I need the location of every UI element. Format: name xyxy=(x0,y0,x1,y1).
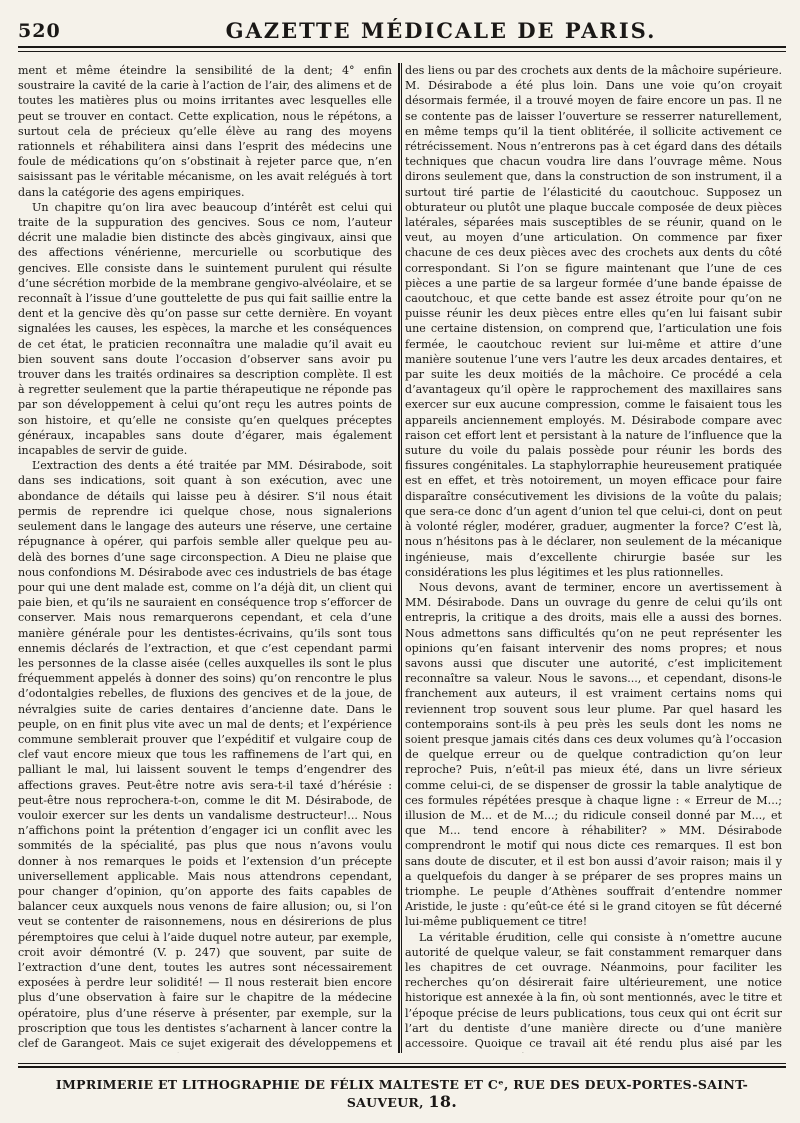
paragraph: L’extraction des dents a été traitée par MM. Désirabode, soit dans ses indications, soit quant à son exécution, avec une abondance de détails qui laisse peu à désirer. S’il nous était permis de reprendre ici quelque chose, nous signalerions seulement dans le langage des auteurs une réserve, une certaine répugnance à opérer, qui parfois semble aller quelque peu au-delà des bornes d’une sage circonspection. A Dieu ne plaise que nous confondions M. Désirabode avec ces industriels de bas étage pour qui une dent malade est, comme on l’a déjà dit, un client qui paie bien, et qu’ils ne sauraient en conséquence trop s’efforcer de conserver. Mais nous remarquerons cependant, et cela d’une manière générale pour les dentistes-écrivains, qu’ils sont tous ennemis déclarés de l’extraction, et que c’est cependant parmi les personnes de la classe aisée (celles auxquelles ils sont le plus fréquemment appelés à donner des soins) qu’on rencontre le plus d’odontalgies rebelles, de fluxions des gencives et de la joue, de névralgies suite de caries dentaires d’ancienne date. Dans le peuple, on en finit plus vite avec un mal de dents; et l’expérience commune semblerait prouver que l’expéditif et vulgaire coup de clef vaut encore mieux que tous les raffinemens de l’art qui, en palliant le mal, lui laissent souvent le temps d’engendrer des affections graves. Peut-être notre avis sera-t-il taxé d’hérésie : peut-être nous reprochera-t-on, comme le dit M. Désirabode, de vouloir exercer sur les dents un vandalisme destructeur!... Nous n’affichons point la prétention d’engager ici un conflit avec les sommités de la spécialité, pas plus que nous n’avons voulu donner à nos remarques le poids et l’extension d’un précepte universellement applicable. Mais nous attendrons cependant, pour changer d’opinion, qu’on apporte des faits capables de balancer ceux auxquels nous venons de faire allusion; ou, si l’on veut se contenter de raisonnemens, nous en désirerions de plus péremptoires que celui à l’aide duquel notre auteur, par exemple, croit avoir démontré (V. p. 247) que souvent, par suite de l’extraction d’une dent, toutes les autres sont nécessairement exposées à perdre leur solidité! — Il nous resterait bien encore plus d’une observation à faire sur le chapitre de la médecine opératoire, plus d’une réserve à présenter, par exemple, sur la proscription que tous les dentistes s’acharnent à lancer contre la clef de Garangeot. Mais ce sujet exigerait des développemens et xyxy=(18,459,392,1050)
footer-rule xyxy=(18,1066,786,1068)
paragraph: Un chapitre qu’on lira avec beaucoup d’intérêt est celui qui traite de la suppuration des gencives. Sous ce nom, l’auteur décrit une maladie bien distincte des abcès gingivaux, ainsi que des affections vénérienne, mercurielle ou scorbutique des gencives. Elle consiste dans le suintement purulent qui résulte d’une sécrétion morbide de la membrane gengivo-alvéolaire, et se reconnaît à l’issue d’une gouttelette de pus qui fait saillie entre la dent et la gencive dès qu’on passe sur cette dernière. En voyant signalées les causes, les espèces, la marche et les conséquences de cet état, le praticien reconnaîtra une maladie qu’il avait eu bien souvent sans doute l’occasion d’observer sans avoir pu trouver dans les traités ordinaires sa description complète. Il est à regretter seulement que la partie thérapeutique ne réponde pas par son développement à celui qu’ont reçu les autres points de son histoire, et qu’elle ne consiste qu’en quelques préceptes généraux, incapables sans doute d’égarer, mais également incapables de servir de guide. xyxy=(18,200,392,458)
column-divider-thin xyxy=(401,63,402,1053)
imprint-number: 18. xyxy=(428,1092,458,1111)
paragraph: ment et même éteindre la sensibilité de la dent; 4° enfin soustraire la cavité de la carie à l’action de l’air, des alimens et de toutes les matières plus ou moins irritantes avec lesquelles elle peut se trouver en contact. Cette explication, nous le répétons, a surtout cela de précieux qu’elle élève au rang des moyens rationnels et réhabilitera ainsi dans l’esprit des médecins une foule de médications qu’on s’obstinait à rejeter parce que, n’en saisissant pas le véritable mécanisme, on les avait relégués à tort dans la catégorie des agens empiriques. xyxy=(18,64,392,199)
paragraph: La véritable érudition, celle qui consiste à n’omettre aucune autorité de quelque valeur, se fait constamment remarquer dans les chapitres de cet ouvrage. Néanmoins, pour faciliter les recherches qu’on désirerait faire ultérieurement, une notice historique est annexée à la fin, où sont mentionnés, avec le titre et l’époque précise de leurs publications, tous ceux qui ont écrit sur l’art du dentiste d’une manière directe ou d’une manière accessoire. Quoique ce travail ait été rendu plus aisé par les xyxy=(405,930,782,1050)
running-head-title: GAZETTE MÉDICALE DE PARIS. xyxy=(225,18,657,43)
footer-rule-thin xyxy=(18,1063,786,1064)
header-rule-thin xyxy=(18,51,786,52)
page-number: 520 xyxy=(18,20,61,42)
paragraph: Nous devons, avant de terminer, encore un avertissement à MM. Désirabode. Dans un ouvrage du genre de celui qu’ils ont entrepris, la critique a des droits, mais elle a aussi des bornes. Nous admettons sans difficultés qu’on ne peut représenter les opinions qu’en faisant intervenir des noms propres; et nous savons aussi que discuter une autorité, c’est implicitement reconnaître sa valeur. Nous le savons..., et cependant, disons-le franchement aux auteurs, il est vraiment certains noms qui reviennent trop souvent sous leur plume. Par quel hasard les contemporains sont-ils à peu près les seuls dont les noms ne soient presque jamais cités dans ces deux volumes qu’à l’occasion de quelque erreur ou de quelque contradiction qu’on leur reproche? Puis, n’eût-il pas mieux été, dans un livre sérieux comme celui-ci, de se dispenser de grossir la table analytique de ces formules répétées presque à chaque ligne : « Erreur de M...; illusion de M... et de M...; du ridicule conseil donné par M..., et que M... tend encore à réhabiliter? » MM. Désirabode comprendront le motif qui nous dicte ces remarques. Il est bon sans doute de discuter, et il est bon aussi d’avoir raison; mais il y a quelquefois du danger à se préparer de ses propres mains un triomphe. Le peuple d’Athènes souffrait d’entendre nommer Aristide, le juste : qu’eût-ce été si le grand citoyen se fût décerné lui-même publiquement ce titre! xyxy=(405,580,782,929)
right-column xyxy=(405,63,782,1053)
imprint-text: IMPRIMERIE ET LITHOGRAPHIE DE FÉLIX MALTESTE ET Cᵉ, RUE DES DEUX-PORTES-SAINT-SAUVEUR, xyxy=(55,1077,749,1110)
header-rule xyxy=(18,46,786,48)
paragraph: des liens ou par des crochets aux dents de la mâchoire supérieure. M. Désirabode a été plus loin. Dans une voie qu’on croyait désormais fermée, il a trouvé moyen de faire encore un pas. Il ne se contente pas de laisser l’ouverture se resserrer naturellement, en même temps qu’il la tient oblitérée, il sollicite activement ce rétrécissement. Nous n’entrerons pas à cet égard dans des détails techniques que chacun voudra lire dans l’ouvrage même. Nous dirons seulement que, dans la construction de son instrument, il a surtout tiré partie de l’élasticité du caoutchouc. Supposez un obturateur ou plutôt une plaque buccale composée de deux pièces latérales, séparées mais susceptibles de se réunir, quand on le veut, au moyen d’une articulation. On commence par fixer chacune de ces deux pièces avec des crochets aux dents du côté correspondant. Si l’on se figure maintenant que l’une de ces pièces a une partie de sa largeur formée d’une bande épaisse de caoutchouc, et que cette bande est assez étroite pour qu’on ne puisse réunir les deux pièces entre elles qu’en lui faisant subir une certaine distension, on comprend que, l’articulation une fois fermée, le caoutchouc revient sur lui-même et attire d’une manière soutenue l’une vers l’autre les deux arcades dentaires, et par suite les deux moitiés de la mâchoire. Ce procédé a cela d’avantageux qu’il opère le rapprochement des maxillaires sans exercer sur eux aucune compression, comme le faisaient tous les appareils anciennement employés. M. Désirabode compare avec raison cet effort lent et persistant à la nature de l’influence que la suture du voile du palais possède pour réunir les bords des fissures congénitales. La staphylorraphie heureusement pratiquée est en effet, et très notoirement, un moyen efficace pour faire disparaître consécutivement les divisions de la voûte du palais; que sera-ce donc d’un agent d’union tel que celui-ci, dont on peut à volonté régler, modérer, graduer, augmenter la force? C’est là, nous n’hésitons pas à le déclarer, non seulement de la mécanique ingénieuse, mais d’excellente chirurgie basée sur les considérations les plus légitimes et les plus rationnelles. xyxy=(405,64,782,579)
column-divider xyxy=(398,63,400,1053)
printer-imprint xyxy=(18,1077,786,1111)
left-column xyxy=(18,63,392,1053)
